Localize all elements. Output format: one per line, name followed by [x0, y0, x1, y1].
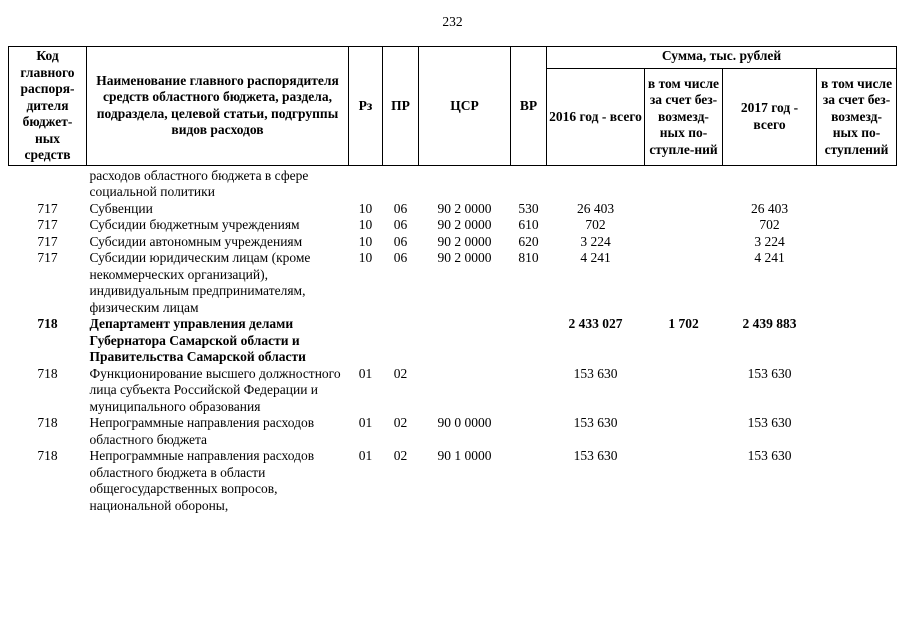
- header-2016-total: 2016 год - всего: [547, 69, 645, 166]
- row-vr: 530: [518, 200, 539, 216]
- row-code: 718: [37, 316, 58, 331]
- row-vr: [511, 415, 547, 448]
- row-sum-2016: 4 241: [580, 250, 611, 265]
- row-name: Непрограммные направления расходов областного бюджета в области общегосударственных вопросов, национальной обороны,: [89, 448, 315, 513]
- row-rz: 10: [358, 217, 373, 232]
- row-name: Субсидии автономным учреждениям: [89, 233, 303, 249]
- row-sum-2017: 26 403: [750, 200, 789, 216]
- table-row: [9, 217, 897, 234]
- row-sum-2016: 2 433 027: [568, 316, 623, 331]
- header-csr: ЦСР: [419, 47, 511, 166]
- row-free-2016: 1 702: [668, 316, 699, 331]
- row-name: Субсидии бюджетным учреждениям: [89, 217, 300, 232]
- row-pr: 02: [393, 415, 408, 430]
- row-sum-2016: 153 630: [573, 415, 618, 430]
- row-name: Функционирование высшего должностного лица субъекта Российской Федерации и муниципального образования: [89, 365, 341, 414]
- budget-table: [8, 46, 897, 514]
- row-sum-2016: 153 630: [573, 365, 618, 381]
- row-sum-2017: 4 241: [754, 250, 785, 265]
- row-rz: 10: [358, 200, 373, 216]
- row-free-2017: [817, 415, 897, 448]
- row-pr: [383, 168, 419, 201]
- row-pr: 06: [393, 250, 408, 265]
- row-rz: [349, 316, 383, 366]
- header-code: Код главного распоря-дителя бюджет-ных средств: [9, 47, 87, 166]
- header-2017-free: в том числе за счет без-возмезд-ных по-ступлений: [817, 69, 897, 166]
- row-sum-2017: 153 630: [747, 365, 792, 381]
- row-code: 717: [37, 217, 58, 232]
- row-free-2017: [817, 366, 897, 416]
- row-vr: 810: [518, 250, 539, 265]
- row-csr: 90 2 0000: [437, 250, 492, 265]
- row-rz: [349, 168, 383, 201]
- row-sum-2017: 2 439 883: [742, 316, 797, 331]
- row-pr: 02: [393, 448, 408, 463]
- header-vr: ВР: [511, 47, 547, 166]
- row-rz: 01: [358, 448, 373, 463]
- row-sum-2017: 3 224: [754, 233, 785, 249]
- row-code: 718: [37, 448, 58, 463]
- table-row: [9, 366, 897, 416]
- header-sum: Сумма, тыс. рублей: [547, 47, 897, 69]
- row-sum-2017: 702: [759, 217, 780, 232]
- row-vr: [511, 448, 547, 514]
- row-rz: 01: [358, 365, 373, 381]
- row-free-2017: [817, 168, 897, 201]
- header-2016-free: в том числе за счет без-возмезд-ных по-ступле-ний: [645, 69, 723, 166]
- row-name: Субвенции: [89, 200, 153, 216]
- table-body: [9, 165, 897, 514]
- row-free-2017: [817, 201, 897, 218]
- row-csr: 90 2 0000: [437, 233, 492, 249]
- table-row: [9, 316, 897, 366]
- row-code: 718: [37, 365, 58, 381]
- row-sum-2016: [547, 168, 645, 201]
- row-free-2017: [817, 234, 897, 251]
- page-number: 232: [442, 14, 463, 29]
- row-csr: [419, 366, 511, 416]
- row-name: Департамент управления делами Губернатора Самарской области и Правительства Самарской области: [89, 316, 306, 364]
- row-free-2016: [645, 250, 723, 316]
- row-csr: 90 0 0000: [437, 415, 492, 430]
- table-row: [9, 415, 897, 448]
- row-rz: 10: [358, 250, 373, 265]
- header-pr: ПР: [383, 47, 419, 166]
- row-sum-2016: 153 630: [573, 448, 618, 463]
- row-name: Непрограммные направления расходов областного бюджета: [89, 415, 315, 447]
- table-row: [9, 201, 897, 218]
- row-sum-2016: 702: [585, 217, 606, 232]
- row-pr: 06: [393, 200, 408, 216]
- row-free-2016: [645, 415, 723, 448]
- row-free-2017: [817, 448, 897, 514]
- row-vr: [511, 316, 547, 366]
- row-code: [9, 168, 87, 201]
- row-free-2016: [645, 366, 723, 416]
- row-code: 717: [37, 200, 58, 216]
- row-pr: [383, 316, 419, 366]
- row-csr: [419, 168, 511, 201]
- table-header: [9, 47, 897, 166]
- row-sum-2017: [723, 168, 817, 201]
- table-row: [9, 168, 897, 201]
- row-free-2016: [645, 168, 723, 201]
- row-rz: 10: [358, 233, 373, 249]
- row-free-2016: [645, 448, 723, 514]
- row-free-2017: [817, 250, 897, 316]
- row-csr: 90 2 0000: [437, 200, 492, 216]
- row-free-2016: [645, 234, 723, 251]
- header-name: Наименование главного распорядителя средств областного бюджета, раздела, подраздела, целевой статьи, подгруппы видов расходов: [87, 47, 349, 166]
- row-sum-2016: 3 224: [580, 233, 611, 249]
- row-csr: 90 2 0000: [437, 217, 492, 232]
- row-sum-2016: 26 403: [576, 200, 615, 216]
- row-pr: 02: [393, 365, 408, 381]
- row-csr: 90 1 0000: [437, 448, 492, 463]
- row-code: 717: [37, 233, 58, 249]
- row-sum-2017: 153 630: [747, 448, 792, 463]
- row-vr: [511, 366, 547, 416]
- row-free-2016: [645, 201, 723, 218]
- row-free-2016: [645, 217, 723, 234]
- table-row: [9, 448, 897, 514]
- row-vr: [511, 168, 547, 201]
- row-code: 717: [37, 250, 58, 265]
- row-code: 718: [37, 415, 58, 430]
- header-2017-total: 2017 год - всего: [723, 69, 817, 166]
- row-csr: [419, 316, 511, 366]
- table-row: [9, 250, 897, 316]
- row-vr: 610: [518, 217, 539, 232]
- row-sum-2017: 153 630: [747, 415, 792, 430]
- row-name: Субсидии юридическим лицам (кроме некоммерческих организаций), индивидуальным предпринимателям, физическим лицам: [89, 250, 311, 315]
- row-free-2017: [817, 316, 897, 366]
- row-pr: 06: [393, 217, 408, 232]
- row-pr: 06: [393, 233, 408, 249]
- row-rz: 01: [358, 415, 373, 430]
- row-vr: 620: [518, 233, 539, 249]
- row-name: расходов областного бюджета в сфере социальной политики: [89, 167, 309, 199]
- row-free-2017: [817, 217, 897, 234]
- table-row: [9, 234, 897, 251]
- header-rz: Рз: [349, 47, 383, 166]
